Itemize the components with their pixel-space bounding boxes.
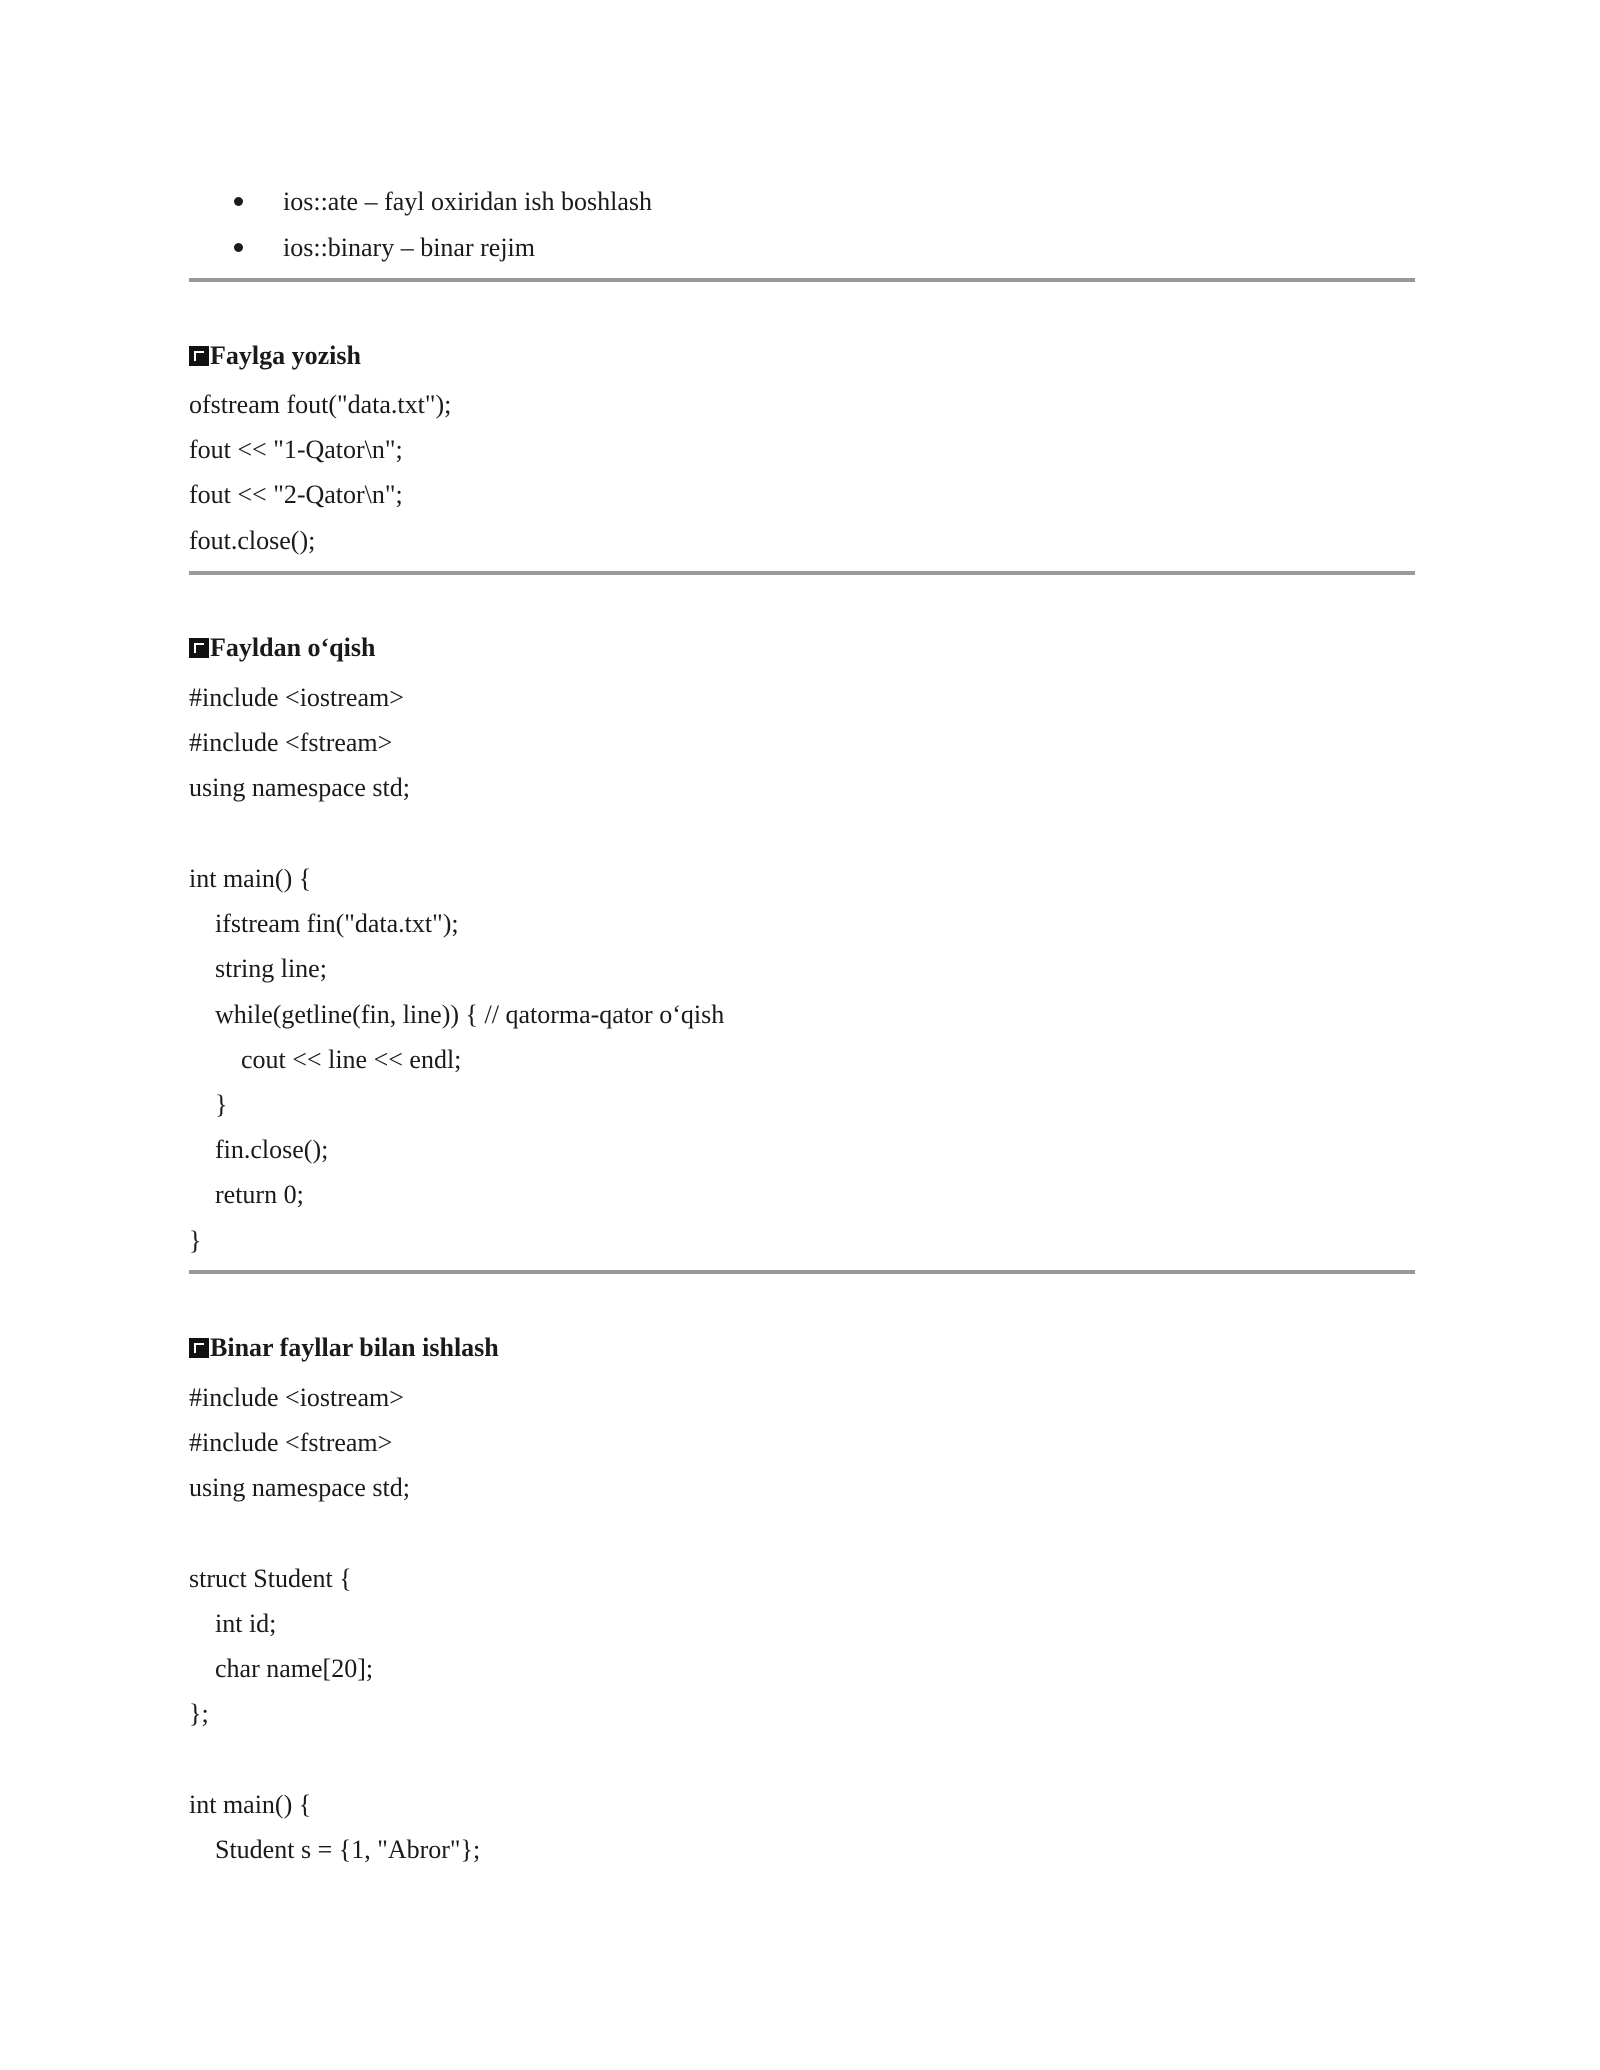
- code-line: using namespace std;: [189, 773, 410, 802]
- code-line: fin.close();: [215, 1135, 329, 1164]
- section-heading-binary: [189, 1331, 499, 1365]
- bullet-dot: [234, 197, 243, 206]
- code-line: int main() {: [189, 1790, 312, 1819]
- code-line: fout << "1-Qator\n";: [189, 435, 403, 464]
- code-line: Student s = {1, "Abror"};: [215, 1835, 481, 1864]
- code-line: #include <iostream>: [189, 1383, 404, 1412]
- section-heading-write: [189, 339, 361, 373]
- code-line: #include <fstream>: [189, 1428, 393, 1457]
- section-heading-text: Faylga yozish: [210, 341, 361, 370]
- code-line: char name[20];: [215, 1654, 374, 1683]
- section-heading-read: [189, 631, 375, 665]
- keycap-number-icon: [189, 346, 209, 366]
- code-line: ofstream fout("data.txt");: [189, 390, 452, 419]
- code-line: while(getline(fin, line)) { // qatorma-qator o‘qish: [215, 1000, 725, 1029]
- code-line: }: [215, 1090, 228, 1119]
- code-line: return 0;: [215, 1180, 304, 1209]
- code-line: int id;: [215, 1609, 277, 1638]
- code-line: };: [189, 1699, 209, 1728]
- code-line: #include <iostream>: [189, 683, 404, 712]
- bullet-item-ate: ios::ate – fayl oxiridan ish boshlash: [283, 187, 653, 216]
- keycap-number-icon: [189, 638, 209, 658]
- horizontal-rule: [189, 278, 1415, 282]
- code-line: struct Student {: [189, 1564, 352, 1593]
- code-line: string line;: [215, 954, 327, 983]
- section-heading-text: Binar fayllar bilan ishlash: [210, 1333, 499, 1362]
- section-heading-text: Fayldan o‘qish: [210, 633, 376, 662]
- code-line: }: [189, 1226, 202, 1255]
- code-line: int main() {: [189, 864, 312, 893]
- code-line: fout.close();: [189, 526, 316, 555]
- horizontal-rule: [189, 571, 1415, 575]
- horizontal-rule: [189, 1270, 1415, 1274]
- bullet-dot: [234, 243, 243, 252]
- keycap-number-icon: [189, 1338, 209, 1358]
- bullet-item-binary: ios::binary – binar rejim: [283, 233, 536, 262]
- code-line: fout << "2-Qator\n";: [189, 480, 403, 509]
- code-line: using namespace std;: [189, 1473, 410, 1502]
- code-line: ifstream fin("data.txt");: [215, 909, 459, 938]
- code-line: cout << line << endl;: [241, 1045, 462, 1074]
- code-line: #include <fstream>: [189, 728, 393, 757]
